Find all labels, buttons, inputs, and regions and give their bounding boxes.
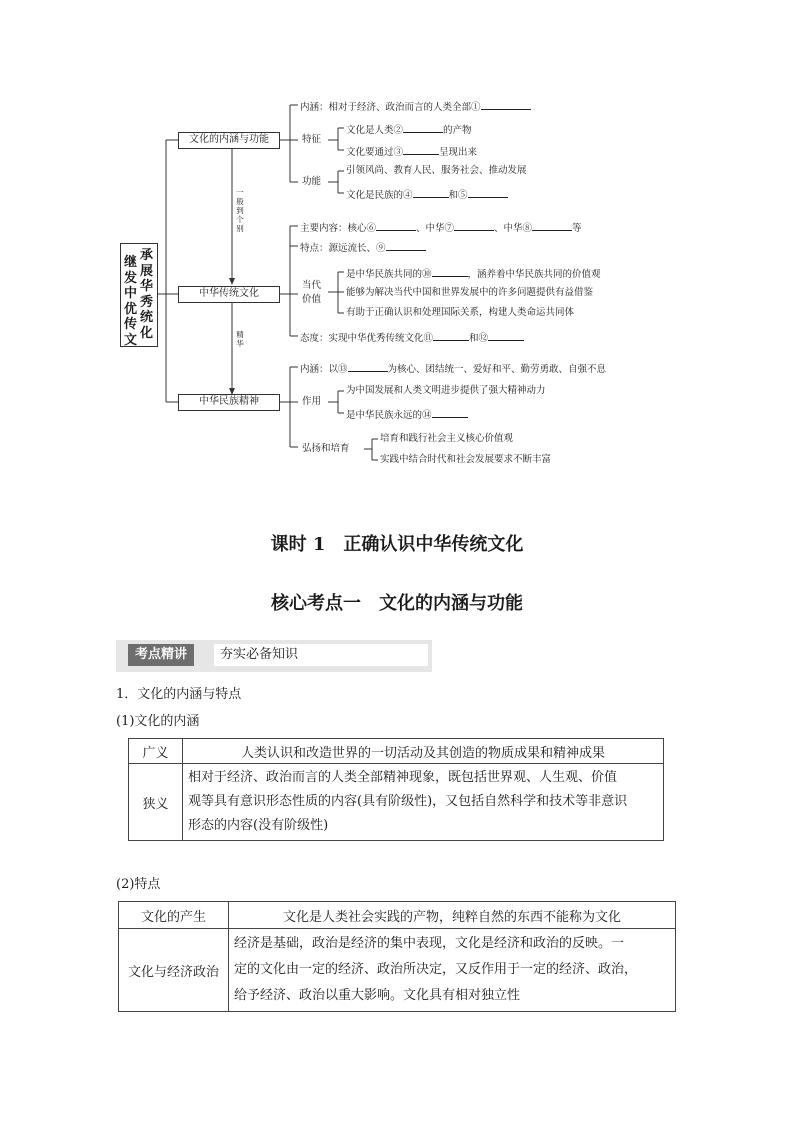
table-line: 相对于经济、政治而言的人类全部精神现象，既包括世界观、人生观、价值 — [188, 770, 618, 785]
section-title: 核心考点一 文化的内涵与功能 — [271, 593, 523, 614]
mindmap-root — [120, 243, 158, 347]
root-left-column: 继 发 中 优 传 文 — [123, 255, 137, 348]
table-cell-body: 文化是人类社会实践的产物，纯粹自然的东西不能称为文化 — [229, 902, 676, 929]
spirit-role-2: 是中华民族永远的⑭ — [346, 407, 468, 422]
table-line: 定的文化由一定的经济、政治所决定，又反作用于一定的经济、政治， — [234, 962, 638, 977]
spirit-connotation: 内涵：以⑬ 为核心、团结统一、爱好和平、勤劳勇敢、自强不息 — [300, 361, 606, 376]
table-connotation — [128, 738, 664, 841]
tradition-value-label-2: 价值 — [302, 294, 322, 305]
table-line: 观等具有意识形态性质的内容(具有阶级性)，又包括自然科学和技术等非意识 — [188, 794, 628, 809]
spirit-promote-1: 培育和践行社会主义核心价值观 — [380, 433, 514, 444]
tradition-attitude: 态度：实现中华优秀传统文化⑪ 和⑫ — [300, 330, 524, 345]
table-cell-body — [229, 929, 676, 1012]
banner-subtitle: 夯实必备知识 — [214, 644, 428, 666]
link-general-to-specific: 一 般 到 个 别 — [236, 188, 244, 233]
culture-feature-1: 文化是人类② 的产物 — [346, 122, 472, 137]
spirit-role-1: 为中国发展和人类文明进步提供了强大精神动力 — [346, 385, 546, 396]
tradition-value-3: 有助于正确认识和处理国际关系，构建人类命运共同体 — [346, 307, 575, 318]
tradition-value-2: 能够为解决当代中国和世界发展中的许多问题提供有益借鉴 — [346, 287, 594, 298]
table-row — [119, 929, 676, 1012]
table-line: 形态的内容(没有阶级性) — [188, 818, 329, 833]
culture-connotation: 内涵：相对于经济、政治而言的人类全部① — [300, 99, 531, 114]
sub-heading-2: (2)特点 — [116, 877, 161, 892]
table-features — [118, 901, 676, 1012]
table-cell-head: 文化与经济政治 — [119, 929, 229, 1012]
point-heading: 1．文化的内涵与特点 — [116, 687, 242, 702]
branch-tradition: 中华传统文化 — [178, 286, 280, 303]
spirit-promote-label: 弘扬和培育 — [302, 443, 350, 454]
table-cell-head: 广义 — [129, 739, 183, 764]
tradition-feature: 特点：源远流长、⑨ — [300, 240, 426, 255]
root-right-column: 承 展 华 秀 统 化 — [139, 248, 153, 341]
table-line: 经济是基础，政治是经济的集中表现，文化是经济和政治的反映。一 — [234, 936, 625, 951]
tradition-content: 主要内容：核心⑥ 、中华⑦ 、中华⑧ 等 — [300, 220, 582, 235]
tradition-value-label-1: 当代 — [302, 280, 322, 291]
section-banner — [116, 640, 432, 672]
table-row — [129, 739, 664, 764]
culture-feature-2: 文化要通过③ 呈现出来 — [346, 144, 477, 159]
lesson-title: 课时 1 正确认识中华传统文化 — [270, 534, 524, 555]
spirit-role-label: 作用 — [302, 396, 322, 407]
culture-feature-label: 特征 — [302, 134, 322, 145]
table-cell-head: 文化的产生 — [119, 902, 229, 929]
table-row — [119, 902, 676, 929]
branch-spirit: 中华民族精神 — [178, 394, 280, 411]
culture-function-2: 文化是民族的④ 和⑤ — [346, 187, 508, 202]
table-cell-body — [183, 764, 664, 841]
sub-heading-1: (1)文化的内涵 — [116, 714, 200, 729]
table-row — [129, 764, 664, 841]
table-line: 给予经济、政治以重大影响。文化具有相对独立性 — [234, 988, 521, 1003]
table-cell-head: 狭义 — [129, 764, 183, 841]
culture-function-1: 引领风尚、教育人民、服务社会、推动发展 — [346, 165, 527, 176]
table-cell-body: 人类认识和改造世界的一切活动及其创造的物质成果和精神成果 — [183, 739, 664, 764]
banner-tag: 考点精讲 — [128, 644, 194, 666]
tradition-value-1: 是中华民族共同的⑩ ，涵养着中华民族共同的价值观 — [346, 266, 601, 281]
link-essence: 精 华 — [236, 330, 244, 348]
spirit-promote-2: 实践中结合时代和社会发展要求不断丰富 — [380, 454, 552, 465]
culture-function-label: 功能 — [302, 176, 322, 187]
branch-culture: 文化的内涵与功能 — [178, 132, 280, 149]
